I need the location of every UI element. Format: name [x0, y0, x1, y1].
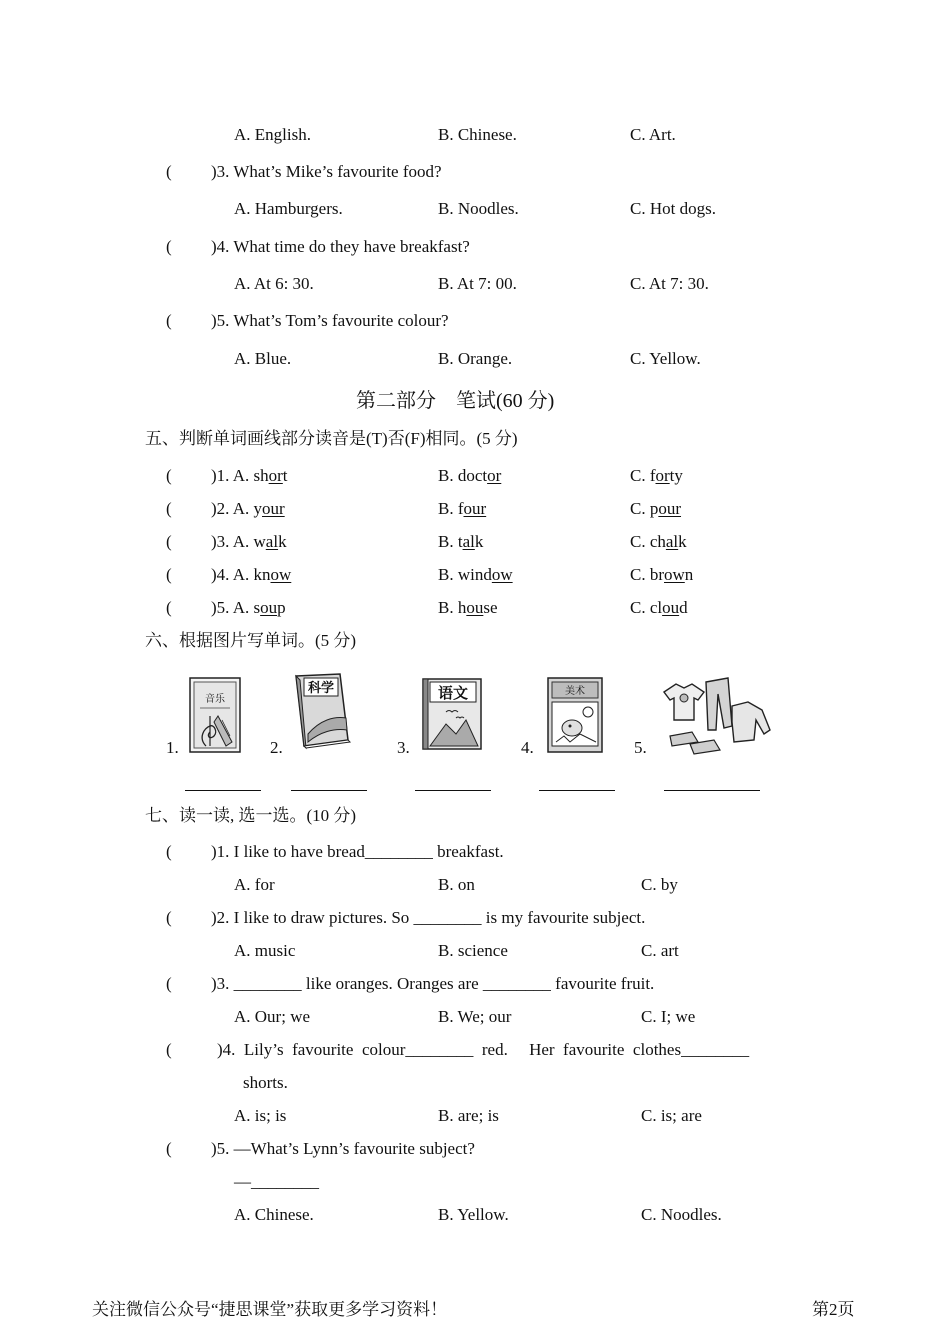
chinese-book-picture: [420, 676, 484, 752]
option-b: B. are; is: [438, 1106, 499, 1125]
question-stem: )3. ________ like oranges. Oranges are ________ favourite fruit.: [211, 974, 655, 993]
music-book-label: 音乐: [205, 694, 225, 705]
word-part: k: [278, 532, 287, 551]
option-b: [438, 532, 483, 552]
footer-note: 关注微信公众号“捷思课堂”获取更多学习资料！: [92, 1300, 448, 1319]
option-a: A. Our; we: [234, 1007, 311, 1026]
option-b: [438, 499, 486, 519]
underlined-sound: al: [462, 532, 475, 551]
option-a: A. Blue.: [234, 349, 292, 368]
underlined-sound: al: [265, 532, 279, 551]
option-a: [211, 466, 288, 486]
answer-paren[interactable]: (: [166, 466, 172, 485]
option-b: B. Noodles.: [438, 199, 519, 218]
option-c: [630, 466, 683, 486]
underlined-sound: or: [268, 466, 283, 485]
option-c: C. At 7: 30.: [630, 274, 709, 293]
underlined-sound: our: [658, 499, 682, 518]
underlined-sound: ow: [664, 565, 685, 584]
option-a: A. At 6: 30.: [234, 274, 314, 293]
word-part: k: [678, 532, 687, 551]
picture-number: 2.: [270, 738, 283, 757]
option-c: C. by: [641, 875, 678, 894]
page-number: 第2页: [812, 1300, 855, 1319]
word-part: y: [253, 499, 262, 518]
science-book-picture: [290, 672, 352, 750]
word-part: se: [483, 598, 498, 617]
word-part: ty: [669, 466, 683, 485]
option-b: B. on: [438, 875, 475, 894]
option-c: C. Art.: [630, 125, 676, 144]
answer-blank-4[interactable]: [539, 790, 615, 791]
option-a: [211, 499, 285, 519]
option-a: A. for: [234, 875, 275, 894]
question-stem: )5. —What’s Lynn’s favourite subject?: [211, 1139, 475, 1158]
answer-paren[interactable]: (: [166, 908, 172, 927]
answer-paren[interactable]: (: [166, 842, 172, 861]
answer-paren[interactable]: (: [166, 532, 172, 551]
question-number: )5. A.: [211, 598, 254, 617]
underlined-sound: ou: [260, 598, 278, 617]
word-part: C. ch: [630, 532, 666, 551]
underlined-sound: ou: [662, 598, 680, 617]
picture-number: 3.: [397, 738, 410, 757]
option-b: B. Chinese.: [438, 125, 517, 144]
option-c: [630, 565, 693, 585]
word-part: B. f: [438, 499, 464, 518]
section-6-heading: 六、根据图片写单词。(5 分): [145, 631, 357, 650]
underlined-sound: or: [487, 466, 502, 485]
question-stem: )3. What’s Mike’s favourite food?: [211, 162, 442, 181]
word-part: B. doct: [438, 466, 488, 485]
option-b: B. Orange.: [438, 349, 513, 368]
option-c: C. art: [641, 941, 679, 960]
option-b: B. science: [438, 941, 508, 960]
word-part: C. f: [630, 466, 656, 485]
answer-blank-2[interactable]: [291, 790, 367, 791]
underlined-sound: ow: [270, 565, 292, 584]
question-stem: )4. Lily’s favourite colour________ red. Her favourite clothes________: [217, 1040, 750, 1059]
answer-paren[interactable]: (: [166, 1139, 172, 1158]
word-part: kn: [253, 565, 271, 584]
word-part: d: [679, 598, 688, 617]
option-b: [438, 598, 498, 618]
chinese-book-label: 语文: [437, 684, 469, 702]
picture-number: 5.: [634, 738, 647, 757]
word-part: w: [253, 532, 266, 551]
question-number: )3. A.: [211, 532, 254, 551]
option-b: B. Yellow.: [438, 1205, 509, 1224]
underlined-sound: ou: [466, 598, 484, 617]
part-two-title: 第二部分 笔试(60 分): [356, 390, 555, 412]
underlined-sound: our: [463, 499, 487, 518]
question-stem: )4. What time do they have breakfast?: [211, 237, 470, 256]
word-part: sh: [253, 466, 269, 485]
option-a: A. music: [234, 941, 296, 960]
word-part: B. h: [438, 598, 467, 617]
answer-paren[interactable]: (: [166, 565, 172, 584]
answer-blank-1[interactable]: [185, 790, 261, 791]
word-part: k: [474, 532, 484, 551]
answer-paren[interactable]: (: [166, 598, 172, 617]
answer-blank-5[interactable]: [664, 790, 760, 791]
section-7-heading: 七、读一读, 选一选。(10 分): [145, 806, 357, 825]
picture-number: 1.: [166, 738, 179, 757]
option-c: C. Hot dogs.: [630, 199, 716, 218]
option-c: C. Noodles.: [641, 1205, 722, 1224]
option-b: B. At 7: 00.: [438, 274, 517, 293]
word-part: C. p: [630, 499, 659, 518]
option-a: A. is; is: [234, 1106, 287, 1125]
answer-paren[interactable]: (: [166, 162, 172, 181]
option-a: [211, 532, 287, 552]
underlined-sound: our: [262, 499, 285, 518]
option-a: [211, 565, 291, 585]
option-c: [630, 598, 688, 618]
underlined-sound: ow: [491, 565, 513, 584]
question-stem-continued: shorts.: [243, 1073, 288, 1092]
option-a: [211, 598, 286, 618]
question-number: )1. A.: [211, 466, 254, 485]
art-book-label: 美术: [565, 686, 585, 697]
underlined-sound: al: [665, 532, 679, 551]
option-c: [630, 532, 687, 552]
answer-paren[interactable]: (: [166, 1040, 172, 1059]
word-part: C. br: [630, 565, 664, 584]
option-c: C. Yellow.: [630, 349, 701, 368]
art-book-picture: [546, 676, 604, 754]
option-a: A. English.: [234, 125, 311, 144]
answer-paren[interactable]: (: [166, 974, 172, 993]
question-number: )4. A.: [211, 565, 254, 584]
clothes-picture: [656, 676, 774, 758]
science-book-label: 科学: [307, 681, 335, 696]
option-c: C. is; are: [641, 1106, 702, 1125]
option-b: [438, 565, 513, 585]
option-c: C. I; we: [641, 1007, 696, 1026]
question-stem: )5. What’s Tom’s favourite colour?: [211, 311, 449, 330]
answer-paren[interactable]: (: [166, 311, 172, 330]
word-part: p: [277, 598, 286, 617]
answer-blank-3[interactable]: [415, 790, 491, 791]
word-part: n: [684, 565, 694, 584]
word-part: C. cl: [630, 598, 663, 617]
answer-line[interactable]: —________: [234, 1172, 319, 1191]
music-book-picture: [188, 676, 242, 754]
option-c: [630, 499, 681, 519]
word-part: t: [282, 466, 288, 485]
word-part: B. wind: [438, 565, 492, 584]
option-b: [438, 466, 501, 486]
question-number: )2. A.: [211, 499, 254, 518]
option-a: A. Chinese.: [234, 1205, 314, 1224]
option-a: A. Hamburgers.: [234, 199, 343, 218]
question-stem: )1. I like to have bread________ breakfast.: [211, 842, 504, 861]
option-b: B. We; our: [438, 1007, 512, 1026]
underlined-sound: or: [655, 466, 670, 485]
picture-number: 4.: [521, 738, 534, 757]
word-part: B. t: [438, 532, 463, 551]
answer-paren[interactable]: (: [166, 237, 172, 256]
section-5-heading: 五、判断单词画线部分读音是(T)否(F)相同。(5 分): [145, 429, 518, 448]
word-part: s: [253, 598, 261, 617]
answer-paren[interactable]: (: [166, 499, 172, 518]
question-stem: )2. I like to draw pictures. So ________ is my favourite subject.: [211, 908, 646, 927]
